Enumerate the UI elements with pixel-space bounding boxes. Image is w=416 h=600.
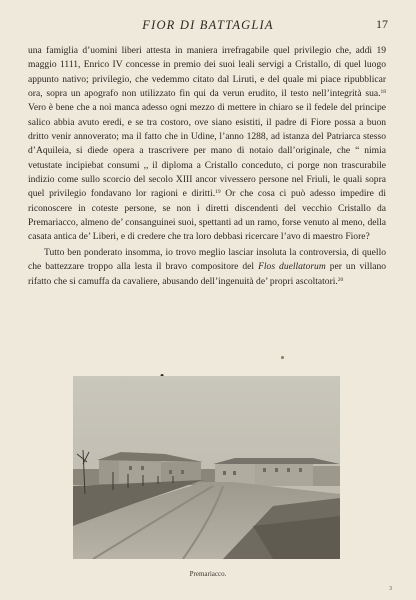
text-run: Vero è bene che a noi manca adesso ogni mezzo di mettere in chiaro se il fedele del principe salico abbia avuto eredi, e se tra costoro, ove siano esistiti, il padre di Fiore possa a buon dritto venir annoverato; ma il fatto che in Udine, l’anno 1288, ad istanza del Patriarca stesso d’Aquileia, si diede opera a trascrivere per mano di notaio dall’originale, che “ nimia vetustate incipiebat consumi ,, il diploma a Cristallo conceduto, ci porge non trascurabile indizio come sullo scorcio del secolo XIII ancor vivessero persone nel Friuli, le quali sopra quel privilegio fondavano lor ragioni e diritti. [28, 102, 386, 200]
page-number: 17 [376, 17, 388, 31]
figure-caption: Premariacco. [189, 570, 227, 578]
paragraph [28, 246, 386, 289]
photo-premariacco [73, 376, 340, 559]
text-run: Tutto ben ponderato insomma, io trovo meglio lasciar insoluta la controversia, di quello che battezzare troppo alla lesta il bravo compositore del [28, 246, 386, 273]
paragraph [28, 44, 386, 245]
text-run: una famiglia d’uomini liberi attesta in maniera irrefragabile quel privilegio che, addì 19 maggio 1111, Enrico IV concesse in premio dei suoi leali servigi a Cristallo, di quel luogo appunto nativo; privilegio, che vedemmo citato dal Liruti, e del quale mi piace ripubblicar ora, sopra un apografo non utilizzato fin qui da verun erudito, il testo nell’integrità sua. [28, 45, 386, 100]
running-title: FIOR DI BATTAGLIA [142, 17, 274, 32]
body-text [28, 44, 386, 289]
paper-spot [281, 356, 284, 359]
running-header [28, 16, 388, 34]
footnote-ref: 19 [215, 189, 221, 196]
signature-mark: 3 [389, 586, 392, 592]
village-road-photo [73, 376, 340, 559]
footnote-ref: 18 [380, 89, 386, 96]
text-run: per un villano rifatto che si camuffa da cavaliere, abusando dell’ingenuità de’ propri ascoltatori. [28, 261, 386, 287]
text-run: Or che cosa ci può adesso impedire di riconoscere in coteste persone, se non i diretti discendenti del vecchio Cristallo da Premariacco, almeno de’ consanguinei suoi, spettanti ad un ramo, forse venuto al meno, della casata antica de’ Liberi, e di credere che tra loro debbasi ricercare l’avo di maestro Fiore? [28, 188, 386, 243]
footnote-ref: 20 [337, 276, 344, 283]
italic-title: Flos duellatorum [258, 261, 326, 273]
